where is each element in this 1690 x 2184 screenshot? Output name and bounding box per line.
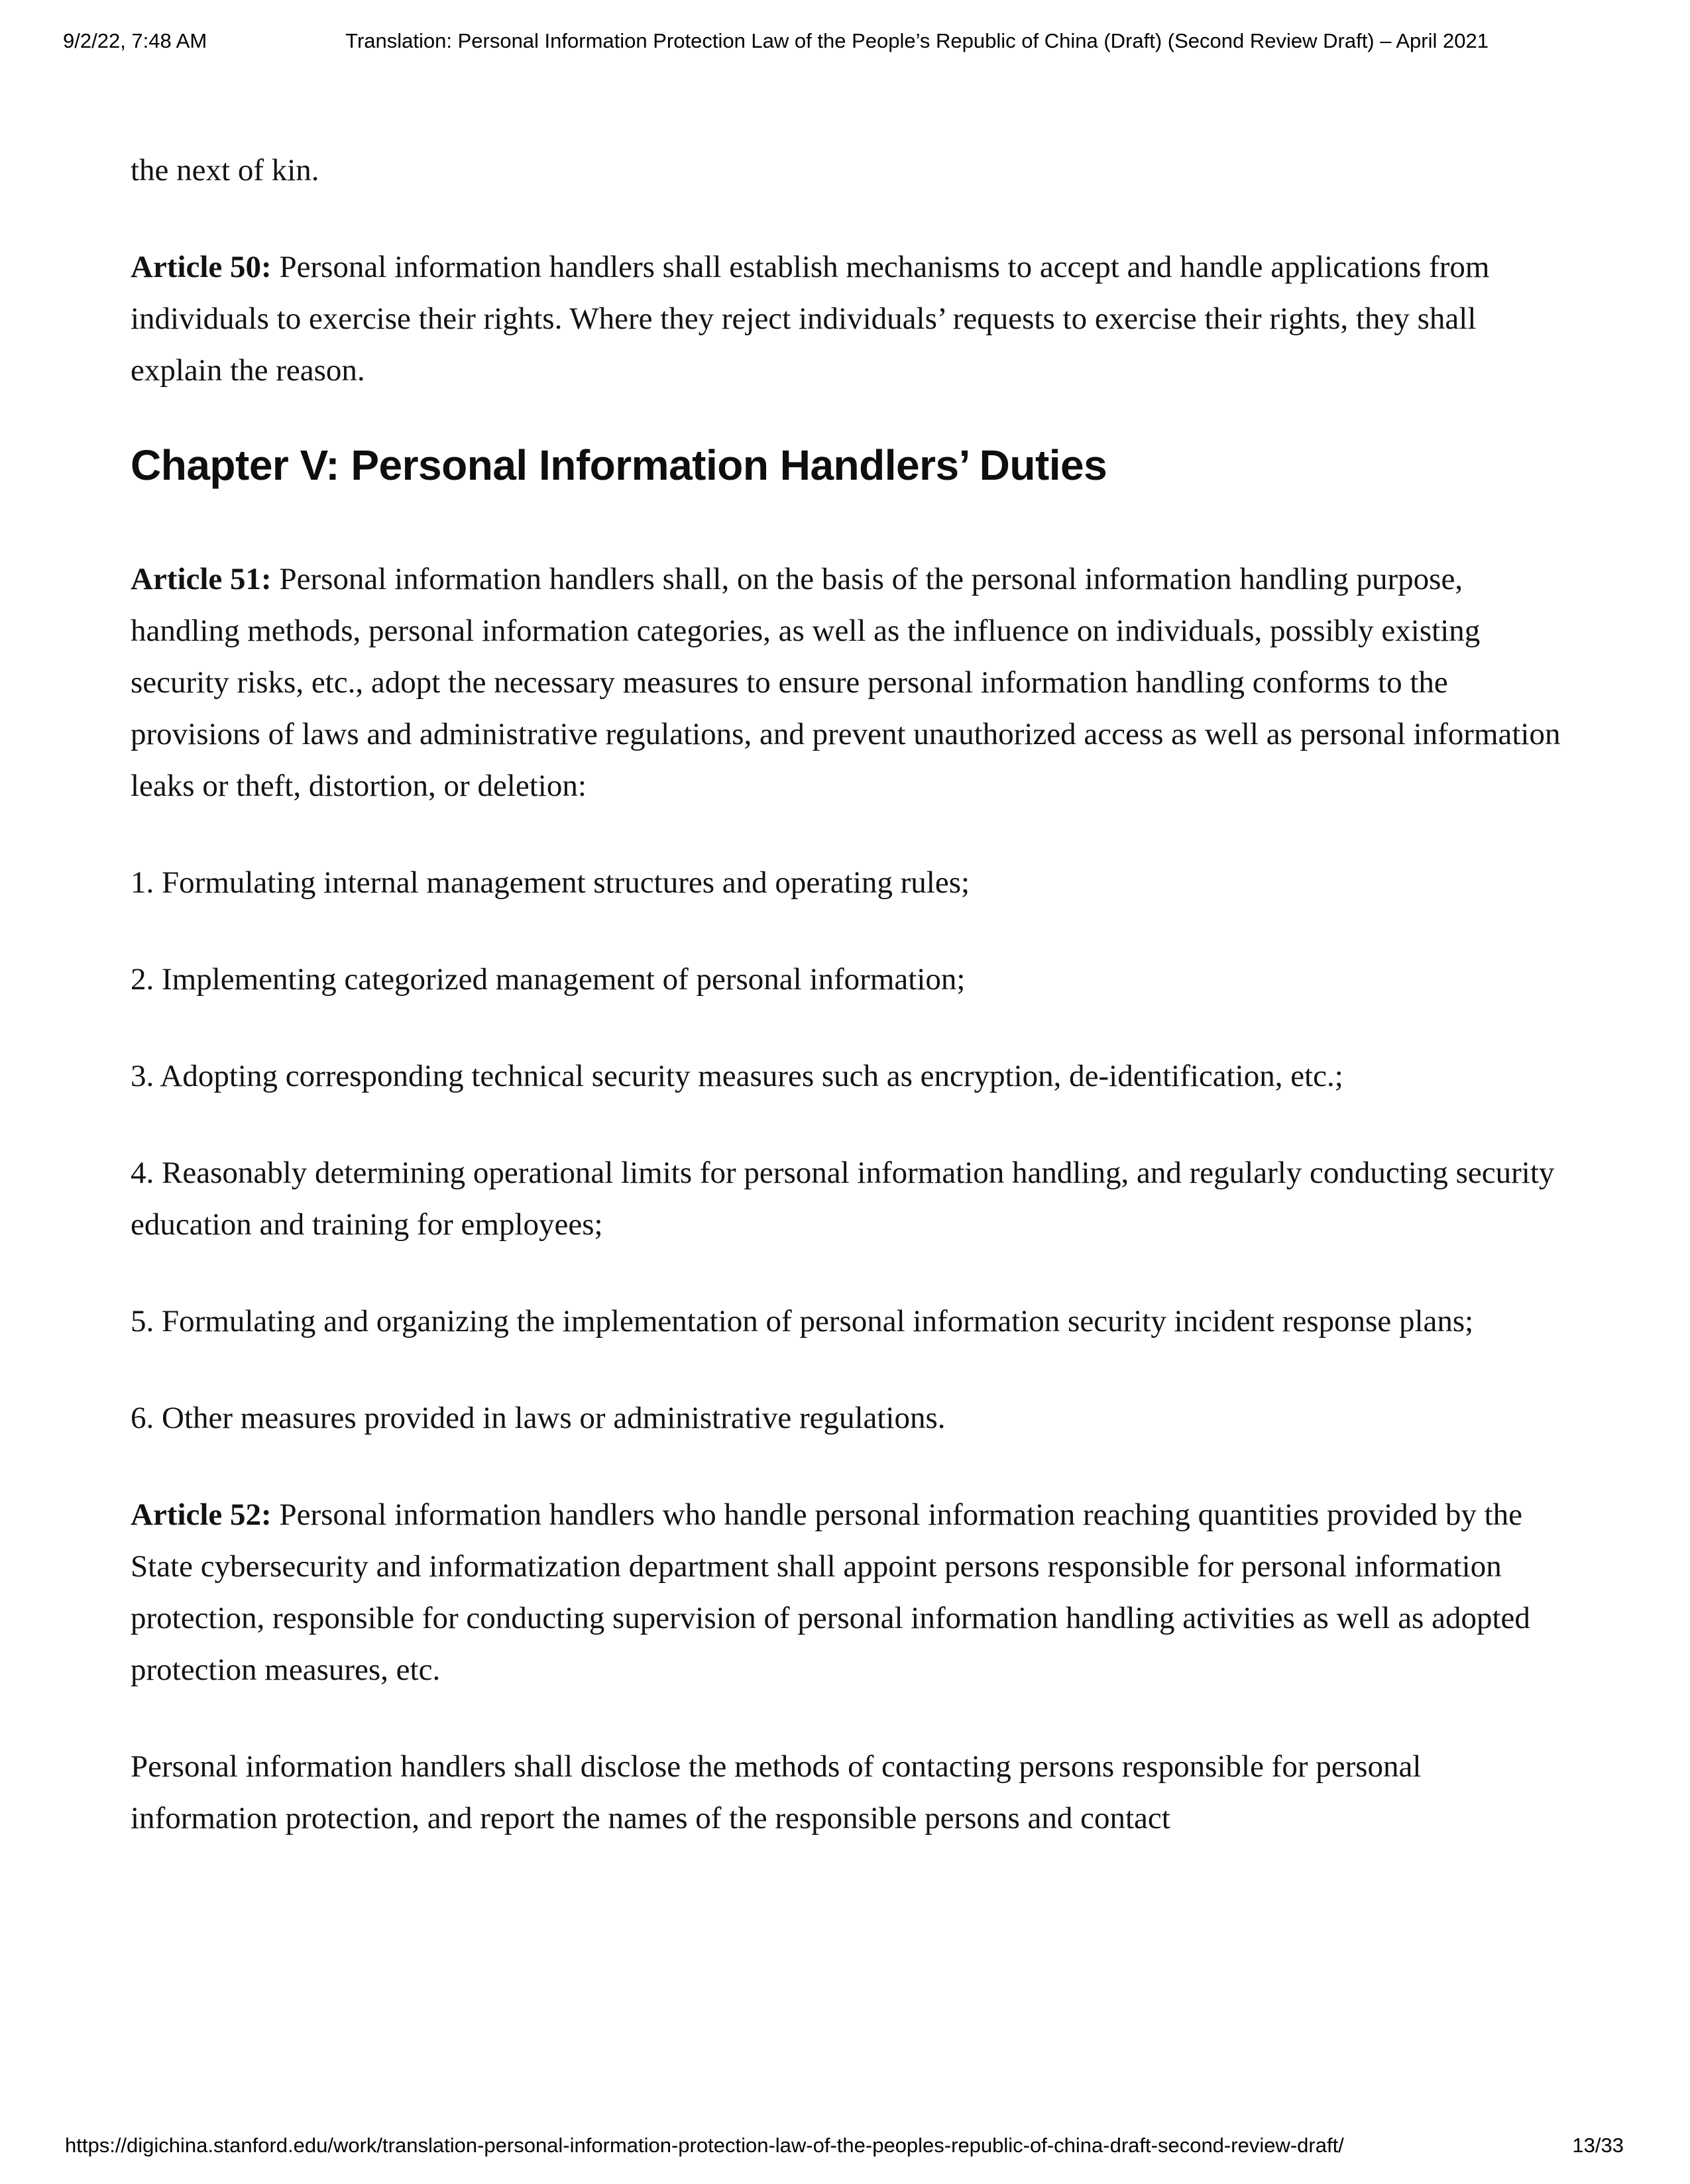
list-item-measure-5: 5. Formulating and organizing the implementation of personal information security incident response plans; [131,1303,1474,1338]
article-51-label: Article 51: [131,561,272,596]
article-50-text: Personal information handlers shall establish mechanisms to accept and handle applications from individuals to exercise their rights. Where they reject individuals’ requests to exercise their rights, they shall explain the reason. [131,250,1490,388]
list-item-measure-1: 1. Formulating internal management structures and operating rules; [131,865,970,900]
list-item-measure-2: 2. Implementing categorized management of personal information; [131,961,966,997]
list-item-measure-3: 3. Adopting corresponding technical security measures such as encryption, de-identification, etc.; [131,1058,1343,1093]
paragraph-closing-fragment: Personal information handlers shall disclose the methods of contacting persons responsible for personal information protection, and report the names of the responsible persons and contact [131,1749,1422,1835]
footer-page-number: 13/33 [1572,2134,1624,2157]
article-52-text: Personal information handlers who handle personal information reaching quantities provided by the State cybersecurity and informatization department shall appoint persons responsible for personal information protection, responsible for conducting supervision of personal information handling activities as well as adopted protection measures, etc. [131,1497,1530,1687]
paragraph-article-50 [131,241,1564,396]
chapter-heading: Chapter V: Personal Information Handlers’ Duties [131,441,1107,489]
paragraph-article-52 [131,1489,1564,1696]
list-item-measure-6: 6. Other measures provided in laws or administrative regulations. [131,1400,946,1435]
article-50-label: Article 50: [131,250,272,284]
list-item-measure-4: 4. Reasonably determining operational limits for personal information handling, and regularly conducting security education and training for employees; [131,1155,1555,1242]
header-document-title: Translation: Personal Information Protection Law of the People’s Republic of China (Draft) (Second Review Draft) – April 2021 [345,29,1489,52]
footer-source-url: https://digichina.stanford.edu/work/translation-personal-information-protection-law-of-the-peoples-republic-of-china-draft-second-review-draft/ [65,2134,1344,2157]
document-content [131,0,1564,1889]
header-datetime: 9/2/22, 7:48 AM [63,29,207,52]
article-51-text: Personal information handlers shall, on the basis of the personal information handling purpose, handling methods, personal information categories, as well as the influence on individuals, possibly existing security risks, etc., adopt the necessary measures to ensure personal information handling conforms to the provisions of laws and administrative regulations, and prevent unauthorized access as well as personal information leaks or theft, distortion, or deletion: [131,561,1561,803]
article-52-label: Article 52: [131,1497,272,1532]
paragraph-article-51 [131,553,1564,812]
print-footer [65,2134,1624,2157]
paragraph-intro-fragment: the next of kin. [131,153,319,188]
